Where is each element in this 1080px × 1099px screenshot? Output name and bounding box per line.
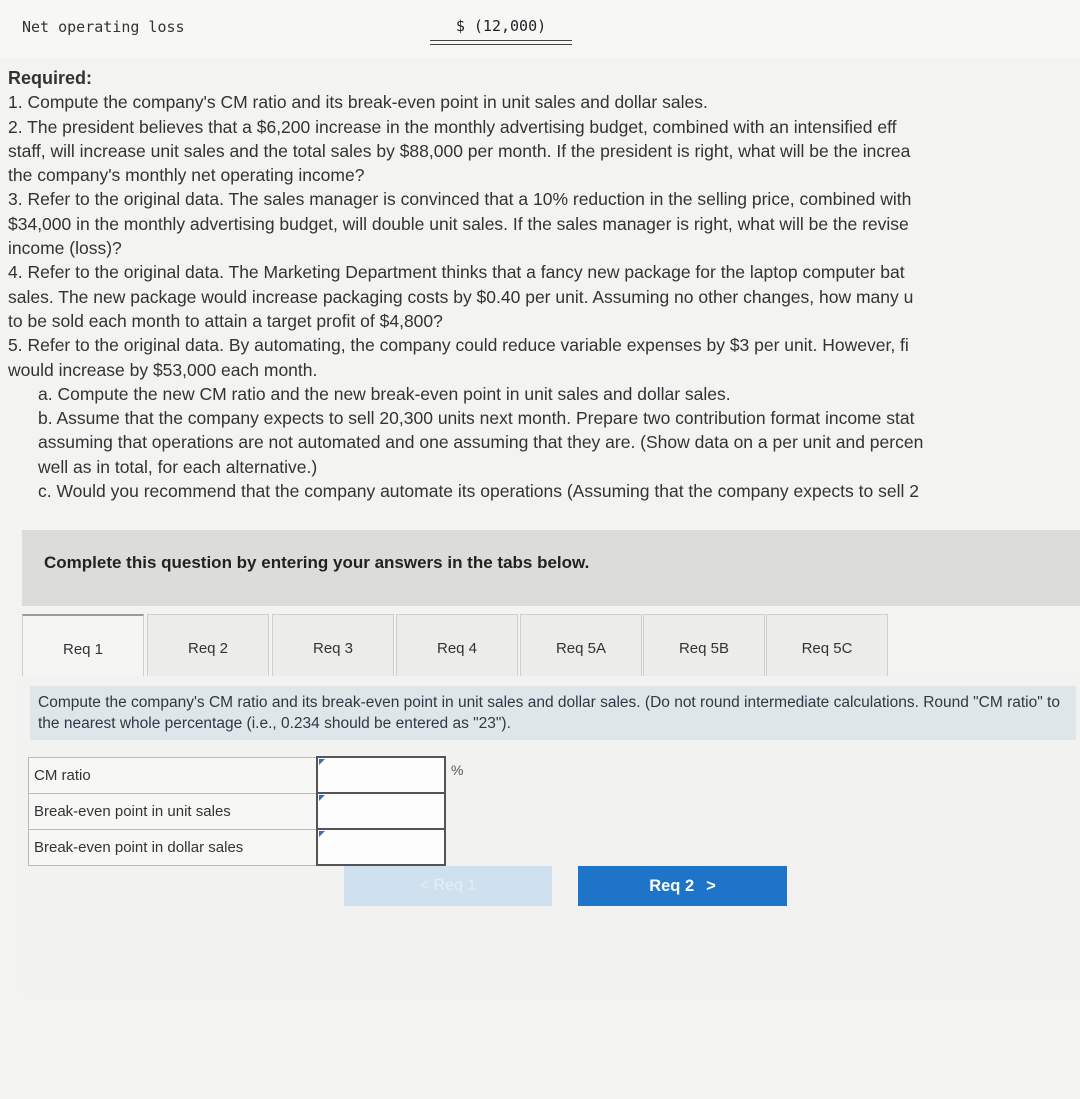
required-line: $34,000 in the monthly advertising budget, will double unit sales. If the sales manager is right, what will be the revise [8,213,909,234]
required-subline: assuming that operations are not automated and one assuming that they are. (Show data on a per unit and percen [38,432,924,453]
unit-blank [445,793,478,829]
break-even-dollars-label: Break-even point in dollar sales [29,829,318,865]
income-statement-row [0,0,1080,58]
required-subline: c. Would you recommend that the company automate its operations (Assuming that the company expects to sell 2 [38,481,919,502]
table-row [29,793,478,829]
tab-req-5c[interactable]: Req 5C [766,614,888,676]
answer-table [28,756,478,866]
tab-req-1[interactable]: Req 1 [22,614,144,676]
net-operating-loss-value: $ (12,000) [455,17,547,35]
required-line: sales. The new package would increase packaging costs by $0.40 per unit. Assuming no other changes, how many u [8,286,914,307]
tab-req-4[interactable]: Req 4 [396,614,518,676]
table-row [29,757,478,793]
required-line: income (loss)? [8,238,122,259]
unit-blank [445,829,478,865]
required-subline: b. Assume that the company expects to sell 20,300 units next month. Prepare two contribution format income stat [38,408,915,429]
required-line: would increase by $53,000 each month. [8,359,318,380]
instructions-banner [22,530,1080,606]
next-req-label: Req 2 [649,877,695,895]
required-line: 1. Compute the company's CM ratio and its break-even point in unit sales and dollar sales. [8,92,708,113]
break-even-units-input[interactable] [318,797,440,825]
cm-ratio-cell [317,757,445,793]
required-line: 5. Refer to the original data. By automating, the company could reduce variable expenses by $3 per unit. However, fi [8,335,909,356]
chevron-right-icon: > [706,877,716,895]
banner-text: Complete this question by entering your answers in the tabs below. [44,553,590,572]
percent-unit: % [451,762,464,778]
tab-req-2[interactable]: Req 2 [147,614,269,676]
required-line: 4. Refer to the original data. The Marketing Department thinks that a fancy new package for the laptop computer bat [8,262,905,283]
required-line: staff, will increase unit sales and the total sales by $88,000 per month. If the president is right, what will be the increa [8,140,911,161]
required-line: 3. Refer to the original data. The sales manager is convinced that a 10% reduction in the selling price, combined with [8,189,912,210]
required-line: 2. The president believes that a $6,200 increase in the monthly advertising budget, combined with an intensified eff [8,116,897,137]
required-line: to be sold each month to attain a target profit of $4,800? [8,310,443,331]
required-subline: well as in total, for each alternative.) [38,456,318,477]
next-req-button[interactable] [578,866,787,906]
break-even-dollars-cell [317,829,445,865]
prev-req-button[interactable]: < Req 1 [344,866,552,906]
double-underline-bottom [430,44,572,45]
table-row [29,829,478,865]
break-even-units-cell [317,793,445,829]
double-underline-top [430,40,572,41]
required-subline: a. Compute the new CM ratio and the new break-even point in unit sales and dollar sales. [38,383,731,404]
tab-req-5b[interactable]: Req 5B [643,614,765,676]
cm-ratio-label: CM ratio [29,757,318,793]
tab-req-5a[interactable]: Req 5A [520,614,642,676]
cm-ratio-input[interactable] [318,761,440,789]
break-even-units-label: Break-even point in unit sales [29,793,318,829]
required-section [8,66,1080,503]
net-operating-loss-label: Net operating loss [22,18,185,36]
required-heading: Required: [8,68,93,88]
req-1-panel [22,676,1080,996]
break-even-dollars-input[interactable] [318,833,440,861]
req-1-instruction: Compute the company's CM ratio and its break-even point in unit sales and dollar sales. (Do not round intermediate calculations. Round "CM ratio" to the nearest whole percentage (i.e., 0.234 should be entered as "23"). [30,686,1076,740]
requirement-tabs [22,614,1080,678]
required-line: the company's monthly net operating income? [8,165,365,186]
tab-req-3[interactable]: Req 3 [272,614,394,676]
